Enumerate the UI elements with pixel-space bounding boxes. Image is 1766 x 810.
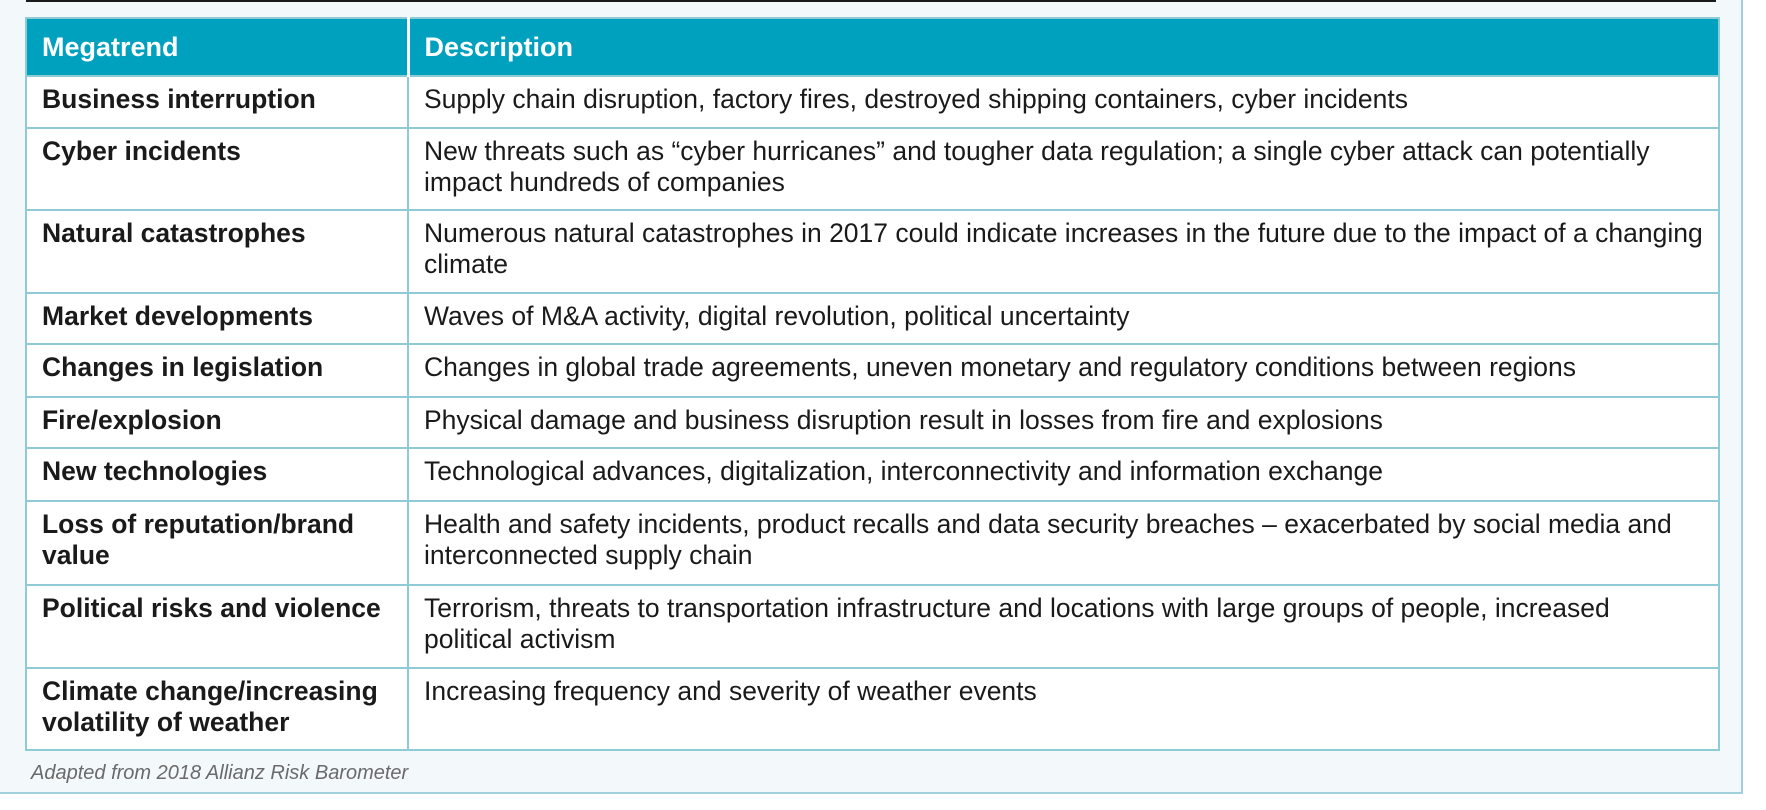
table-row	[26, 293, 1719, 344]
table-row	[26, 397, 1719, 448]
megatrend-cell: Political risks and violence	[26, 585, 408, 668]
megatrend-cell: Market developments	[26, 293, 408, 344]
megatrend-cell: Natural catastrophes	[26, 210, 408, 293]
megatrend-cell: New technologies	[26, 448, 408, 501]
top-divider	[26, 0, 1716, 2]
megatrend-cell: Business interruption	[26, 76, 408, 128]
description-cell: New threats such as “cyber hurricanes” and tougher data regulation; a single cyber attack can potentially impact hundreds of companies	[408, 128, 1719, 210]
description-cell: Waves of M&A activity, digital revolution, political uncertainty	[408, 293, 1719, 344]
table-row	[26, 210, 1719, 293]
table-row	[26, 76, 1719, 128]
description-cell: Supply chain disruption, factory fires, destroyed shipping containers, cyber incidents	[408, 76, 1719, 128]
table-row	[26, 344, 1719, 397]
megatrend-cell: Climate change/increasing volatility of weather	[26, 668, 408, 750]
table-row	[26, 128, 1719, 210]
header-row	[26, 18, 1719, 76]
megatrend-cell: Cyber incidents	[26, 128, 408, 210]
description-cell: Health and safety incidents, product recalls and data security breaches – exacerbated by social media and interconnected supply chain	[408, 501, 1719, 585]
megatrend-cell: Changes in legislation	[26, 344, 408, 397]
megatrend-cell: Loss of reputation/brand value	[26, 501, 408, 585]
table-row	[26, 585, 1719, 668]
description-cell: Terrorism, threats to transportation infrastructure and locations with large groups of people, increased political activism	[408, 585, 1719, 668]
description-cell: Increasing frequency and severity of weather events	[408, 668, 1719, 750]
description-cell: Physical damage and business disruption result in losses from fire and explosions	[408, 397, 1719, 448]
description-cell: Numerous natural catastrophes in 2017 could indicate increases in the future due to the impact of a changing climate	[408, 210, 1719, 293]
table-row	[26, 668, 1719, 750]
megatrend-table	[25, 17, 1720, 751]
header-megatrend: Megatrend	[26, 18, 408, 76]
source-note: Adapted from 2018 Allianz Risk Barometer	[31, 762, 409, 784]
description-cell: Technological advances, digitalization, interconnectivity and information exchange	[408, 448, 1719, 501]
description-cell: Changes in global trade agreements, uneven monetary and regulatory conditions between regions	[408, 344, 1719, 397]
table-row	[26, 501, 1719, 585]
header-description: Description	[408, 18, 1719, 76]
table-row	[26, 448, 1719, 501]
megatrend-cell: Fire/explosion	[26, 397, 408, 448]
